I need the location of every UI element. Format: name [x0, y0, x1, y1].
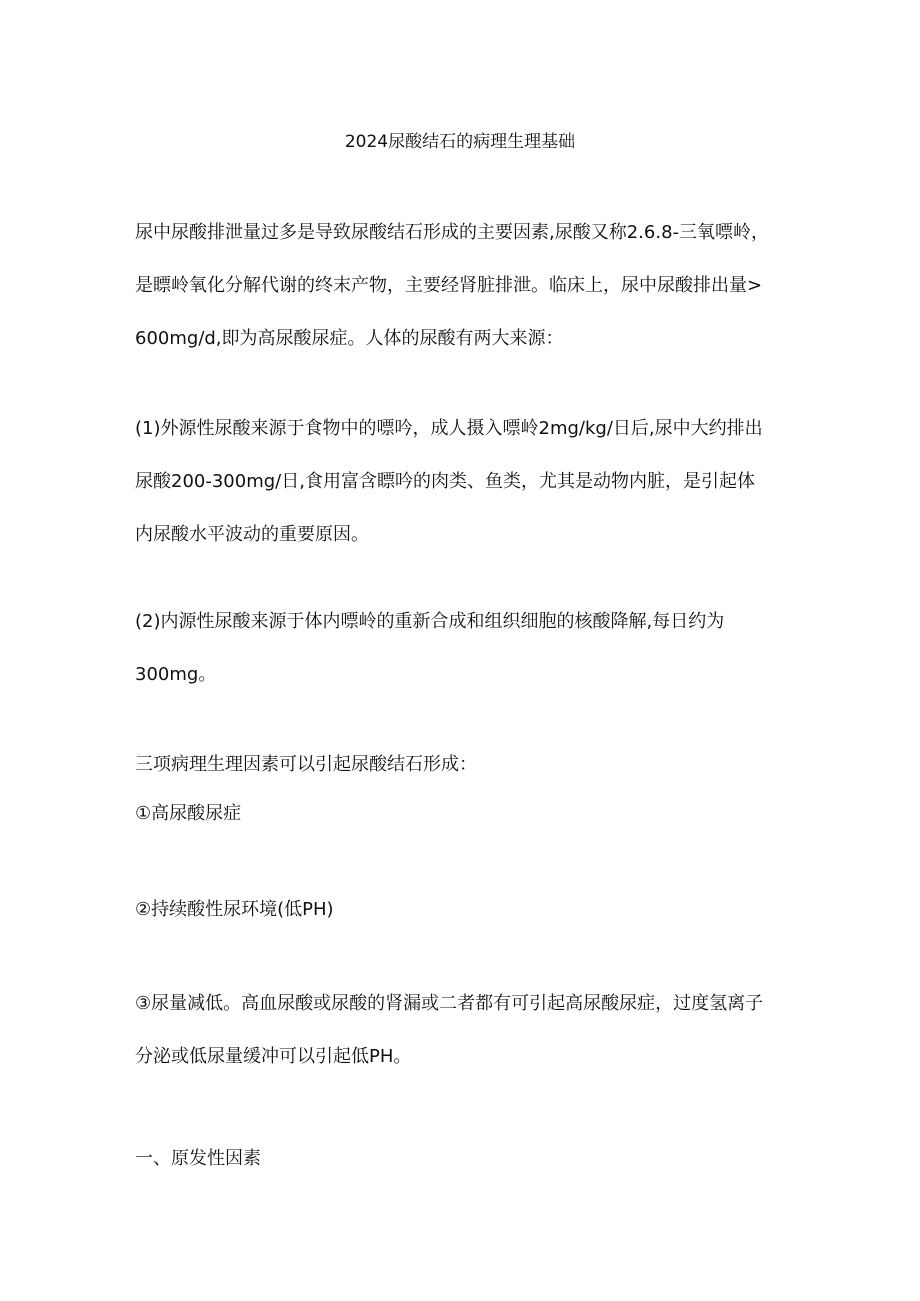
factor-1 [135, 787, 790, 840]
intro-line-1: 尿中尿酸排泄量过多是导致尿酸结石形成的主要因素,尿酸又称2.6.8-三氧嘌岭， [135, 222, 770, 243]
factor-2 [135, 883, 790, 936]
document-title: 2024尿酸结石的病理生理基础 [344, 132, 576, 152]
exogenous-source-paragraph [135, 402, 790, 561]
endogenous-source-paragraph [135, 595, 790, 701]
exogenous-line-2: 尿酸200-300mg/日,食用富含瞟吟的肉类、鱼类，尤其是动物内脏，是引起体 [135, 471, 755, 492]
factor-3-paragraph [135, 977, 790, 1083]
factor-3-line-1: ③尿量减低。高血尿酸或尿酸的肾漏或二者都有可引起高尿酸尿症，过度氢离子 [135, 993, 764, 1014]
factors-heading [135, 738, 790, 791]
section-1-heading-text: 一、原发性因素 [135, 1148, 261, 1169]
intro-paragraph [135, 206, 790, 365]
endogenous-line-2: 300mg。 [135, 664, 217, 685]
exogenous-line-1: (1)外源性尿酸来源于食物中的嘌吟，成人摄入嘌岭2mg∕kg∕日后,尿中大约排出 [135, 418, 763, 439]
section-1-heading [135, 1132, 790, 1185]
endogenous-line-1: (2)内源性尿酸来源于体内嘌岭的重新合成和组织细胞的核酸降解,每日约为 [135, 611, 725, 632]
factor-3-line-2: 分泌或低尿量缓冲可以引起低PH。 [135, 1046, 412, 1067]
factors-heading-text: 三项病理生理因素可以引起尿酸结石形成： [135, 754, 477, 775]
intro-line-3: 600mg∕d,即为高尿酸尿症。人体的尿酸有两大来源： [135, 328, 564, 349]
intro-line-2: 是瞟岭氧化分解代谢的终末产物，主要经肾脏排泄。临床上，尿中尿酸排出量> [135, 275, 763, 296]
exogenous-line-3: 内尿酸水平波动的重要原因。 [135, 524, 369, 545]
factor-1-text: ①高尿酸尿症 [135, 803, 242, 824]
factor-2-text: ②持续酸性尿环境(低PH) [135, 899, 334, 920]
